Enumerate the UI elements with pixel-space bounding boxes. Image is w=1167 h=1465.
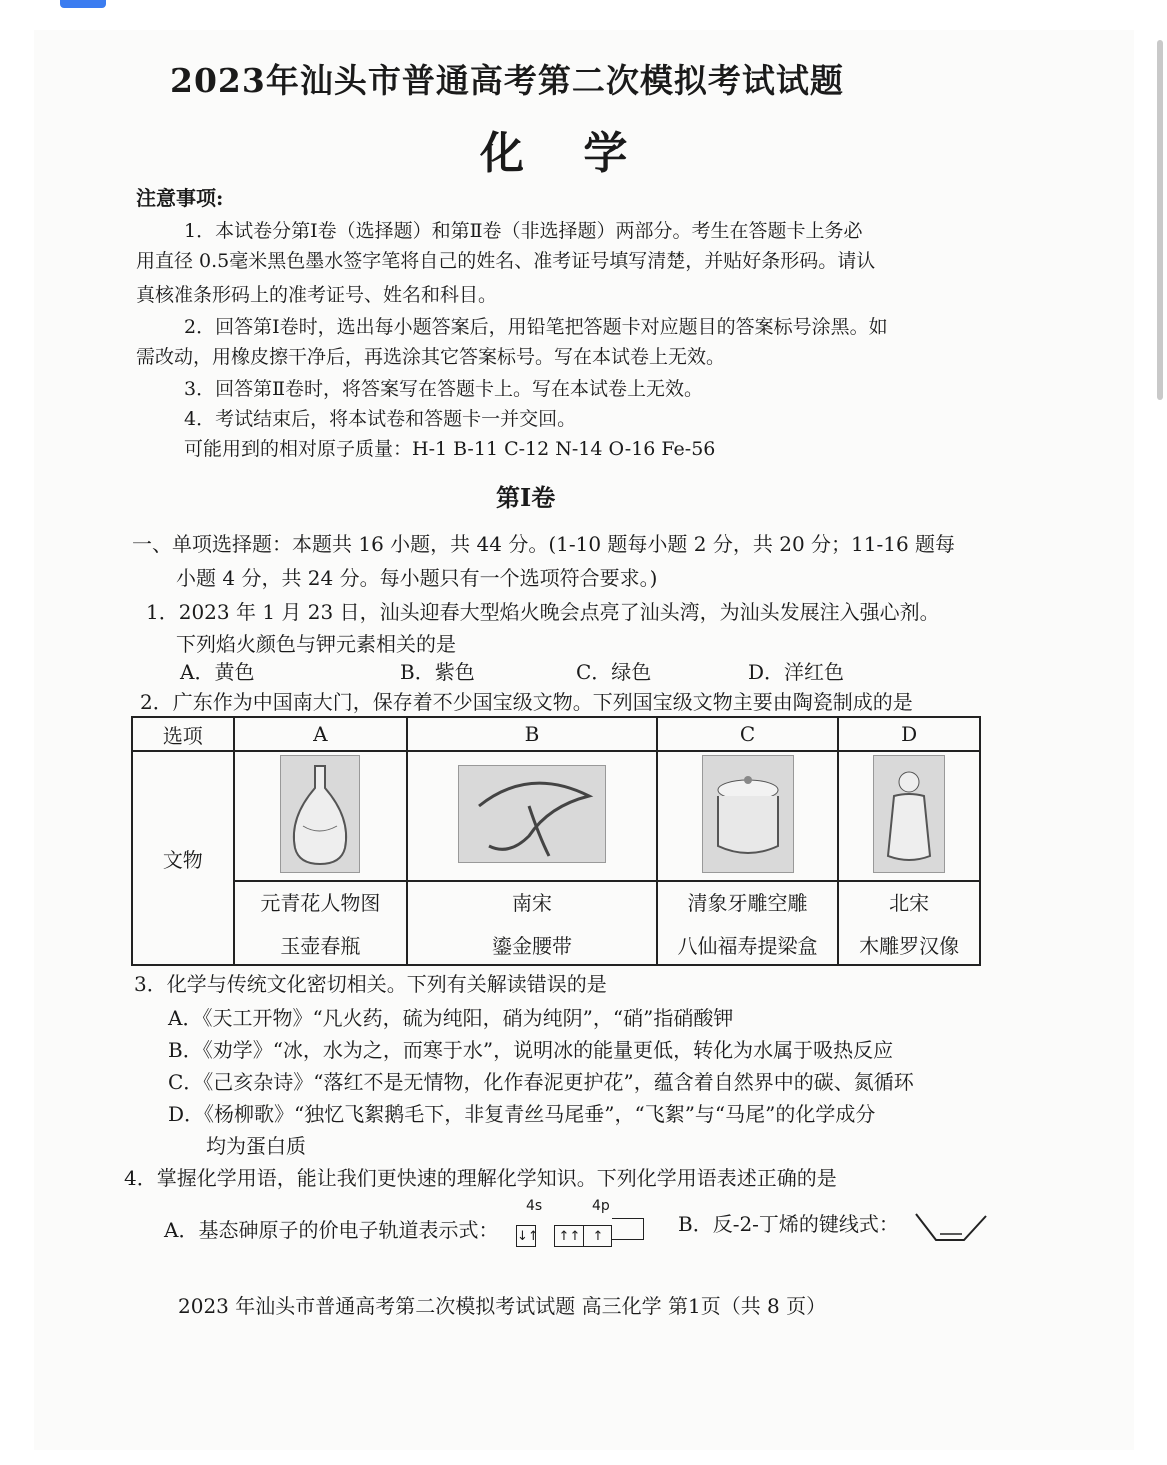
scrollbar[interactable] <box>1157 40 1163 400</box>
question-3-option-d: D．《杨柳歌》“独忆飞絮鹅毛下，非复青丝马尾垂”，“飞絮”与“马尾”的化学成分 <box>168 1102 876 1126</box>
question-3-stem: 3．化学与传统文化密切相关。下列有关解读错误的是 <box>134 972 607 996</box>
orbital-4s-label: 4s <box>526 1198 543 1214</box>
notice-line: 3．回答第Ⅱ卷时，将答案写在答题卡上。写在本试卷上无效。 <box>184 378 704 400</box>
relic-photo-a <box>234 751 408 881</box>
butene-skeletal-formula <box>912 1210 990 1246</box>
relics-table <box>131 716 981 966</box>
relic-photo-b <box>407 751 657 881</box>
caption-line: 八仙福寿提梁盒 <box>677 934 818 958</box>
notice-line: 真核准条形码上的准考证号、姓名和科目。 <box>136 284 498 306</box>
caption-line: 鎏金腰带 <box>491 934 572 958</box>
table-header-c: C <box>657 717 839 751</box>
question-3-option-b: B．《劝学》“冰，水为之，而寒于水”，说明冰的能量更低，转化为水属于吸热反应 <box>168 1038 894 1062</box>
orbital-box-4p-2: ↑ <box>584 1225 612 1247</box>
exam-title: 2023年汕头市普通高考第二次模拟考试试题 <box>170 61 844 100</box>
caption-line: 木雕罗汉像 <box>859 934 960 958</box>
notice-line: 2．回答第Ⅰ卷时，选出每小题答案后，用铅笔把答题卡对应题目的答案标号涂黑。如 <box>184 316 888 338</box>
blue-tab-indicator <box>60 0 106 8</box>
question-1-option-b: B．紫色 <box>400 660 475 684</box>
relic-caption-b <box>407 881 657 965</box>
table-header-b: B <box>407 717 657 751</box>
notice-line: 用直径 0.5毫米黑色墨水签字笔将自己的姓名、准考证号填写清楚，并贴好条形码。请认 <box>136 250 876 272</box>
question-4-option-a: A．基态砷原子的价电子轨道表示式： <box>164 1218 499 1242</box>
page-footer: 2023 年汕头市普通高考第二次模拟考试试题 高三化学 第1页（共 8 页） <box>178 1294 827 1318</box>
box-image <box>702 755 794 873</box>
part1-instructions-cont: 小题 4 分，共 24 分。每小题只有一个选项符合要求。) <box>176 566 658 590</box>
notice-heading: 注意事项: <box>136 186 224 210</box>
table-row-header-relic: 文物 <box>132 751 234 965</box>
question-3-option-a: A．《天工开物》“凡火药，硫为纯阳，硝为纯阴”，“硝”指硝酸钾 <box>168 1006 734 1030</box>
question-3-option-c: C．《己亥杂诗》“落红不是无情物，化作春泥更护花”，蕴含着自然界中的碳、氮循环 <box>168 1070 914 1094</box>
caption-line: 玉壶春瓶 <box>280 934 361 958</box>
section-title: 第Ⅰ卷 <box>496 483 556 512</box>
caption-line: 北宋 <box>889 891 930 915</box>
table-header-option: 选项 <box>132 717 234 751</box>
question-2-stem: 2．广东作为中国南大门，保存着不少国宝级文物。下列国宝级文物主要由陶瓷制成的是 <box>140 690 913 714</box>
question-1-option-d: D．洋红色 <box>748 660 845 684</box>
question-4-option-b: B．反-2-丁烯的键线式： <box>678 1212 899 1236</box>
orbital-box-4p-1: ↑↑ <box>554 1225 584 1247</box>
question-1-option-c: C．绿色 <box>576 660 652 684</box>
caption-line: 元青花人物图 <box>260 891 381 915</box>
relic-photo-c <box>657 751 839 881</box>
vase-image <box>280 755 360 873</box>
table-header-a: A <box>234 717 408 751</box>
statue-image <box>873 755 945 873</box>
orbital-4p-label: 4p <box>592 1198 610 1214</box>
relic-photo-d <box>838 751 980 881</box>
caption-line: 南宋 <box>511 891 552 915</box>
orbital-box-4s: ↓↑ <box>516 1225 536 1247</box>
caption-line: 清象牙雕空雕 <box>687 891 808 915</box>
notice-line: 4．考试结束后，将本试卷和答题卡一并交回。 <box>184 408 577 430</box>
question-1-stem: 1．2023 年 1 月 23 日，汕头迎春大型焰火晚会点亮了汕头湾，为汕头发展注入强心剂。 <box>146 600 940 624</box>
question-1-option-a: A．黄色 <box>180 660 255 684</box>
subject-title: 化 学 <box>480 128 650 179</box>
atomic-mass-line: 可能用到的相对原子质量：H-1 B-11 C-12 N-14 O-16 Fe-56 <box>184 438 716 460</box>
table-header-d: D <box>838 717 980 751</box>
notice-line: 需改动，用橡皮擦干净后，再选涂其它答案标号。写在本试卷上无效。 <box>136 346 726 368</box>
question-3-option-d-cont: 均为蛋白质 <box>206 1134 306 1158</box>
notice-line: 1．本试卷分第Ⅰ卷（选择题）和第Ⅱ卷（非选择题）两部分。考生在答题卡上务必 <box>184 220 863 242</box>
relic-caption-d <box>838 881 980 965</box>
belt-image <box>458 765 606 863</box>
orbital-box-4p-3 <box>612 1218 644 1240</box>
relic-caption-c <box>657 881 839 965</box>
part1-instructions: 一、单项选择题：本题共 16 小题，共 44 分。(1-10 题每小题 2 分，共 20 分；11-16 题每 <box>132 532 956 556</box>
question-4-stem: 4．掌握化学用语，能让我们更快速的理解化学知识。下列化学用语表述正确的是 <box>124 1166 837 1190</box>
question-1-stem-cont: 下列焰火颜色与钾元素相关的是 <box>176 632 456 656</box>
relic-caption-a <box>234 881 408 965</box>
